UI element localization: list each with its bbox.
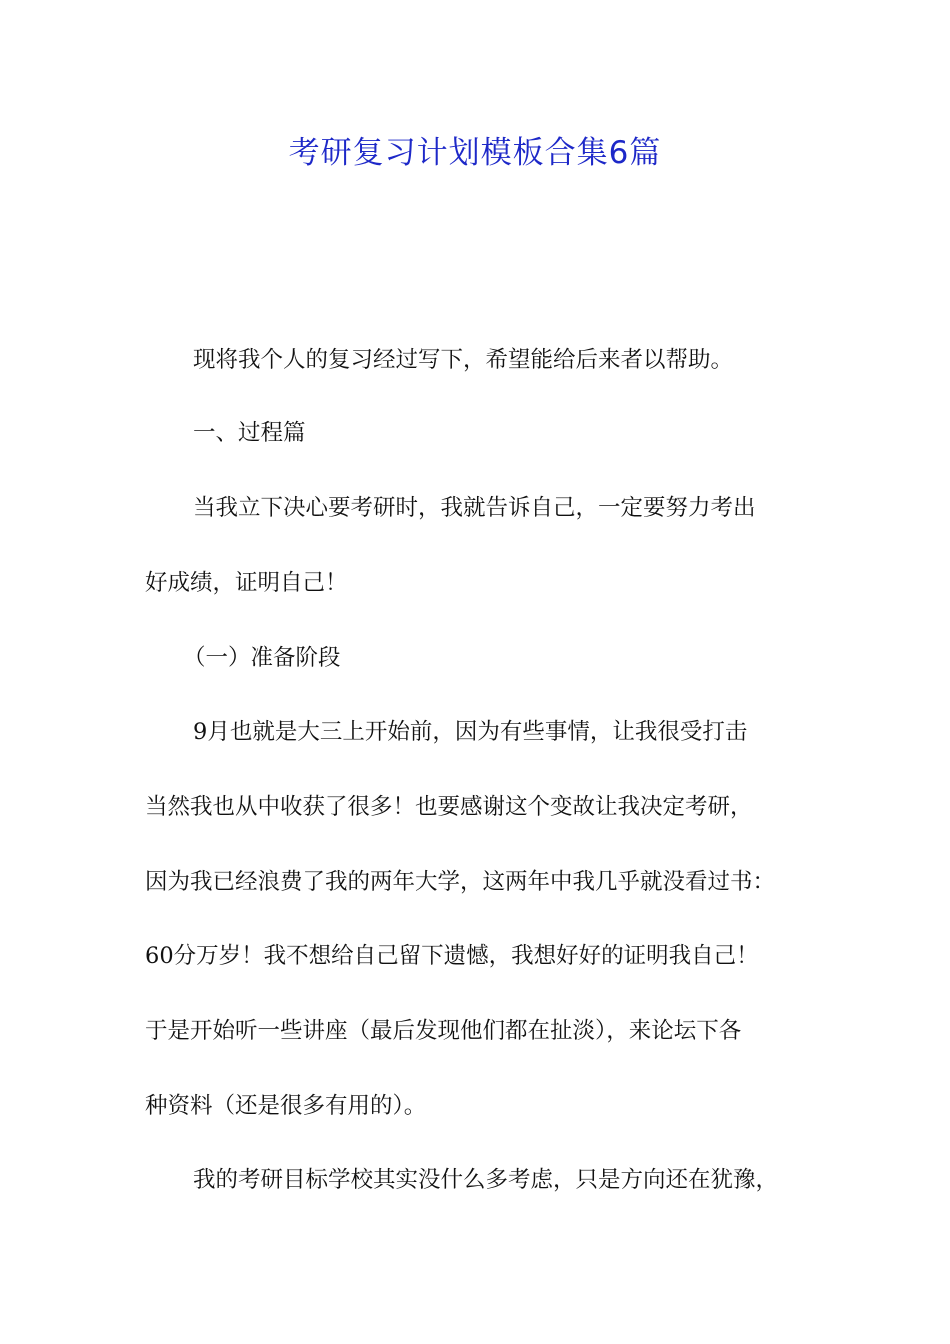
paragraph-line: 好成绩，证明自己！ (145, 570, 348, 596)
paragraph-line: 种资料（还是很多有用的）。 (145, 1093, 427, 1119)
paragraph-line: 当我立下决心要考研时，我就告诉自己，一定要努力考出 (193, 495, 756, 521)
paragraph-line: 我的考研目标学校其实没什么多考虑，只是方向还在犹豫， (193, 1167, 779, 1193)
document-title: 考研复习计划模板合集6篇 (288, 135, 662, 171)
paragraph-line: 9月也就是大三上开始前，因为有些事情，让我很受打击 (193, 719, 748, 745)
paragraph-line: 60分万岁！我不想给自己留下遗憾，我想好好的证明我自己！ (145, 943, 759, 969)
subsection-heading: （一）准备阶段 (183, 645, 341, 671)
paragraph-line: 现将我个人的复习经过写下，希望能给后来者以帮助。 (193, 347, 734, 373)
section-heading: 一、过程篇 (193, 420, 306, 446)
paragraph-line: 于是开始听一些讲座（最后发现他们都在扯淡），来论坛下各 (145, 1018, 742, 1044)
paragraph-line: 当然我也从中收获了很多！也要感谢这个变故让我决定考研， (145, 794, 753, 820)
paragraph-line: 因为我已经浪费了我的两年大学，这两年中我几乎就没看过书： (145, 869, 776, 895)
